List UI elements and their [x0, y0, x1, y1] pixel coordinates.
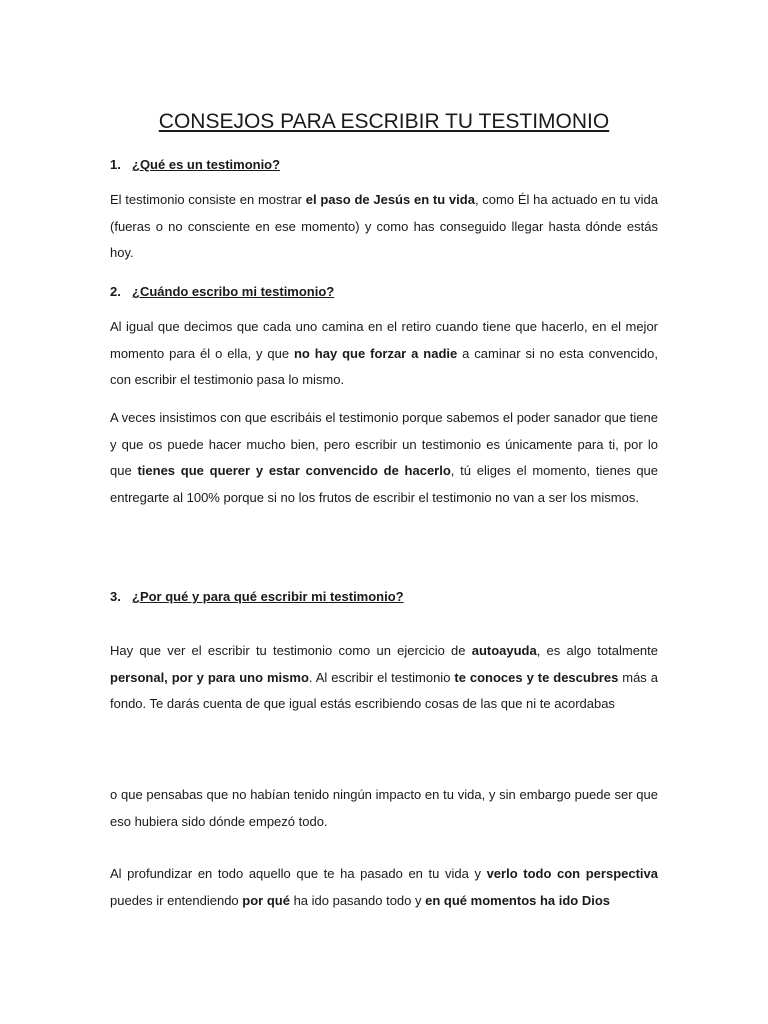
- text-run: más a fondo. Te darás cuenta de que igual estás escribiendo cosas de las que ni te acordabas: [110, 669, 658, 711]
- text-run: , como Él ha actuado en tu vida (fueras o no consciente en ese momento) y como has conseguido llegar hasta dónde estás hoy.: [110, 192, 659, 260]
- bold-text-run: verlo todo con perspectiva: [486, 866, 659, 881]
- paragraph-que-es: [110, 187, 658, 267]
- section-number: 1.: [110, 157, 121, 172]
- bold-text-run: por qué: [242, 892, 290, 908]
- page-title: CONSEJOS PARA ESCRIBIR TU TESTIMONIO: [158, 110, 610, 133]
- bold-text-run: no hay que forzar a nadie: [293, 345, 458, 361]
- text-run: ha ido pasando todo y: [289, 892, 426, 908]
- bold-text-run: te conoces y te descubres: [454, 669, 619, 685]
- text-run: Al profundizar en todo aquello que te ha pasado en tu vida y: [110, 866, 487, 881]
- bold-text-run: en qué momentos ha ido Dios: [425, 892, 611, 908]
- section-number: 2.: [110, 284, 121, 299]
- bold-text-run: autoayuda: [471, 643, 537, 658]
- text-run: puedes ir entendiendo: [110, 892, 243, 908]
- bold-text-run: personal, por y para uno mismo: [110, 669, 309, 685]
- text-run: o que pensabas que no habían tenido ningún impacto en tu vida, y sin embargo puede ser que eso hubiera sido dónde empezó todo.: [110, 787, 658, 829]
- bold-text-run: el paso de Jesús en tu vida: [305, 192, 475, 207]
- text-run: Hay que ver el escribir tu testimonio como un ejercicio de: [110, 643, 472, 658]
- section-heading-2: [110, 282, 660, 302]
- text-run: , es algo totalmente: [536, 643, 658, 658]
- section-heading-text: ¿Cuándo escribo mi testimonio?: [132, 284, 335, 299]
- paragraph-impacto: [110, 782, 658, 835]
- section-number: 3.: [110, 589, 121, 604]
- text-run: , tú eliges el momento, tienes que entregarte al 100% porque si no los frutos de escribir el testimonio no van a ser los mismos.: [110, 463, 659, 505]
- section-heading-text: ¿Qué es un testimonio?: [132, 157, 281, 172]
- section-heading-3: [110, 587, 660, 607]
- paragraph-a-veces: [110, 405, 658, 511]
- bold-text-run: tienes que querer y estar convencido de hacerlo: [137, 463, 451, 478]
- text-run: El testimonio consiste en mostrar: [110, 192, 306, 207]
- paragraph-autoayuda: [110, 638, 658, 718]
- paragraph-cuando-escribo: [110, 314, 658, 394]
- text-run: Al igual que decimos que cada uno camina en el retiro cuando tiene que hacerlo, en el mejor momento para él o ella, y que: [110, 319, 658, 361]
- section-heading-1: [110, 155, 660, 175]
- paragraph-perspectiva: [110, 861, 658, 914]
- text-run: . Al escribir el testimonio: [308, 669, 455, 685]
- section-heading-text: ¿Por qué y para qué escribir mi testimonio?: [132, 589, 404, 604]
- text-run: a caminar si no esta convencido, con escribir el testimonio pasa lo mismo.: [110, 345, 658, 387]
- text-run: A veces insistimos con que escribáis el testimonio porque sabemos el poder sanador que tiene y que os puede hacer mucho bien, pero escribir un testimonio es únicamente para ti, por lo que: [110, 410, 658, 478]
